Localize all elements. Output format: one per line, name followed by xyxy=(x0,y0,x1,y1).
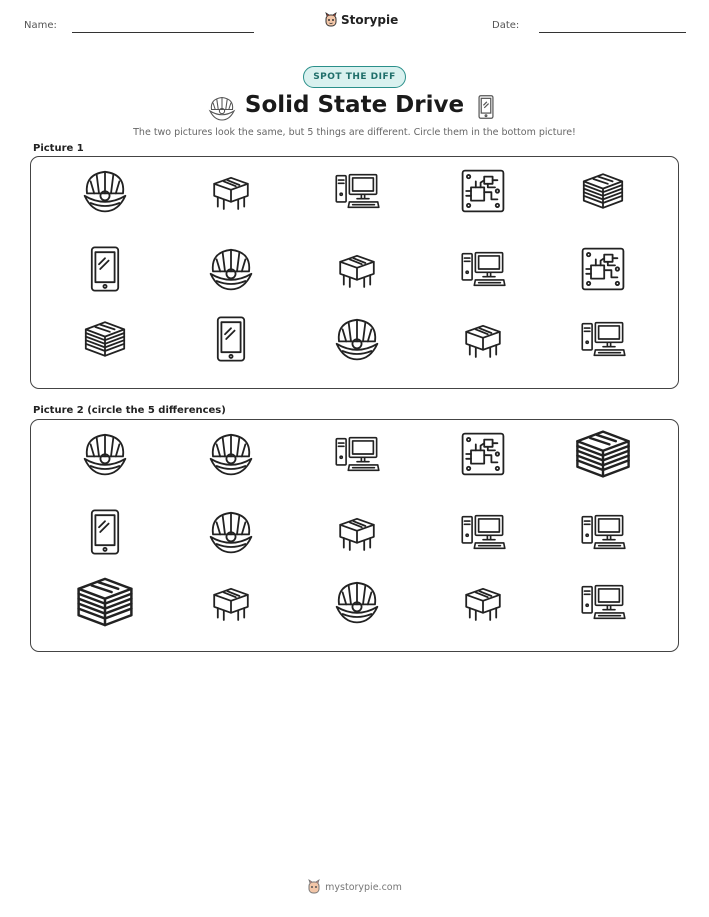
storypie-mascot-icon xyxy=(307,879,321,895)
tablet-icon[interactable] xyxy=(81,508,129,556)
tablet-icon xyxy=(207,315,255,363)
clam-shell-icon xyxy=(333,315,381,363)
desktop-computer-icon xyxy=(579,315,627,363)
desktop-computer-icon[interactable] xyxy=(333,430,381,478)
instructions-text: The two pictures look the same, but 5 things are different. Circle them in the bottom picture! xyxy=(133,127,576,138)
microchip-icon[interactable] xyxy=(333,508,381,556)
name-field[interactable] xyxy=(72,32,254,33)
footer-site[interactable]: mystorypie.com xyxy=(325,881,402,893)
tablet-icon xyxy=(474,94,498,120)
desktop-computer-icon xyxy=(333,167,381,215)
microchip-icon[interactable] xyxy=(207,578,255,626)
brand-logo xyxy=(324,12,398,28)
picture-2-panel[interactable] xyxy=(30,419,679,652)
picture-1-label: Picture 1 xyxy=(33,143,84,154)
microchip-icon[interactable] xyxy=(459,578,507,626)
clam-shell-icon[interactable] xyxy=(207,430,255,478)
ssd-stack-icon[interactable] xyxy=(72,569,138,635)
microchip-icon xyxy=(207,167,255,215)
tablet-icon xyxy=(81,245,129,293)
clam-shell-icon[interactable] xyxy=(207,508,255,556)
ssd-stack-icon[interactable] xyxy=(571,422,635,486)
storypie-mascot-icon xyxy=(324,12,338,28)
date-field[interactable] xyxy=(539,32,686,33)
clam-shell-icon xyxy=(81,167,129,215)
microchip-icon xyxy=(333,245,381,293)
desktop-computer-icon[interactable] xyxy=(579,508,627,556)
footer xyxy=(0,879,709,895)
clam-shell-icon[interactable] xyxy=(333,578,381,626)
circuit-board-icon xyxy=(459,167,507,215)
ssd-stack-icon xyxy=(81,315,129,363)
ssd-stack-icon xyxy=(579,167,627,215)
picture-1-panel xyxy=(30,156,679,389)
clam-shell-icon xyxy=(207,245,255,293)
circuit-board-icon xyxy=(579,245,627,293)
desktop-computer-icon[interactable] xyxy=(459,508,507,556)
picture-2-label: Picture 2 (circle the 5 differences) xyxy=(33,405,226,416)
desktop-computer-icon xyxy=(459,245,507,293)
spot-the-diff-badge: SPOT THE DIFF xyxy=(303,66,406,88)
date-label: Date: xyxy=(492,20,520,31)
desktop-computer-icon[interactable] xyxy=(579,578,627,626)
clam-shell-icon[interactable] xyxy=(81,430,129,478)
brand-name: Storypie xyxy=(341,13,399,27)
worksheet-title: Solid State Drive xyxy=(244,92,465,118)
circuit-board-icon[interactable] xyxy=(459,430,507,478)
microchip-icon xyxy=(459,315,507,363)
name-label: Name: xyxy=(24,20,57,31)
